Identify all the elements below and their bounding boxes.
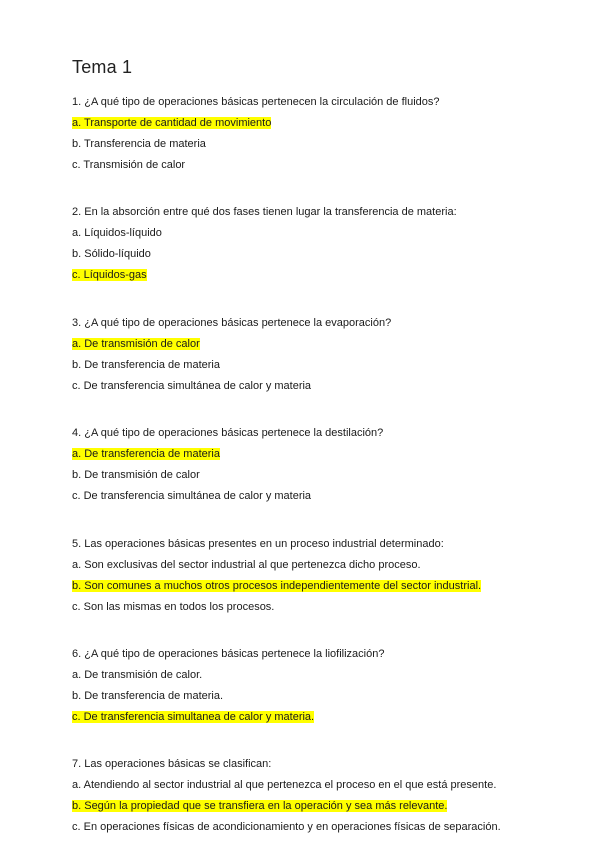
answer-2b: b. Sólido-líquido (72, 248, 151, 260)
question-7: 7. Las operaciones básicas se clasifican: (72, 758, 272, 770)
answer-1c: c. Transmisión de calor (72, 159, 186, 171)
answer-2c-highlighted: c. Líquidos-gas (72, 269, 147, 281)
answer-1a-highlighted: a. Transporte de cantidad de movimiento (72, 117, 272, 129)
question-3: 3. ¿A qué tipo de operaciones básicas pertenece la evaporación? (72, 317, 392, 329)
answer-5a: a. Son exclusivas del sector industrial al que pertenezca dicho proceso. (72, 559, 421, 571)
page-title: Tema 1 (72, 57, 133, 77)
answer-4b: b. De transmisión de calor (72, 469, 200, 481)
question-1: 1. ¿A qué tipo de operaciones básicas pertenecen la circulación de fluidos? (72, 96, 440, 108)
answer-5b-highlighted: b. Son comunes a muchos otros procesos independientemente del sector industrial. (72, 580, 482, 592)
answer-2a: a. Líquidos-líquido (72, 227, 162, 239)
question-6: 6. ¿A qué tipo de operaciones básicas pertenece la liofilización? (72, 648, 385, 660)
answer-7c: c. En operaciones físicas de acondicionamiento y en operaciones físicas de separación. (72, 821, 501, 833)
answer-4c: c. De transferencia simultánea de calor y materia (72, 490, 312, 502)
answer-6b: b. De transferencia de materia. (72, 690, 224, 702)
question-2: 2. En la absorción entre qué dos fases tienen lugar la transferencia de materia: (72, 206, 457, 218)
answer-7a: a. Atendiendo al sector industrial al que pertenezca el proceso en el que está presente. (72, 779, 497, 791)
answer-6a: a. De transmisión de calor. (72, 669, 203, 681)
answer-3b: b. De transferencia de materia (72, 359, 220, 371)
answer-3a-highlighted: a. De transmisión de calor (72, 338, 200, 350)
answer-3c: c. De transferencia simultánea de calor y materia (72, 380, 312, 392)
answer-5c: c. Son las mismas en todos los procesos. (72, 601, 275, 613)
answer-6c-highlighted: c. De transferencia simultanea de calor y materia. (72, 711, 315, 723)
question-4: 4. ¿A qué tipo de operaciones básicas pertenece la destilación? (72, 427, 384, 439)
answer-1b: b. Transferencia de materia (72, 138, 206, 150)
question-5: 5. Las operaciones básicas presentes en un proceso industrial determinado: (72, 538, 444, 550)
answer-4a-highlighted: a. De transferencia de materia (72, 448, 220, 460)
answer-7b-highlighted: b. Según la propiedad que se transfiera en la operación y sea más relevante. (72, 800, 448, 812)
